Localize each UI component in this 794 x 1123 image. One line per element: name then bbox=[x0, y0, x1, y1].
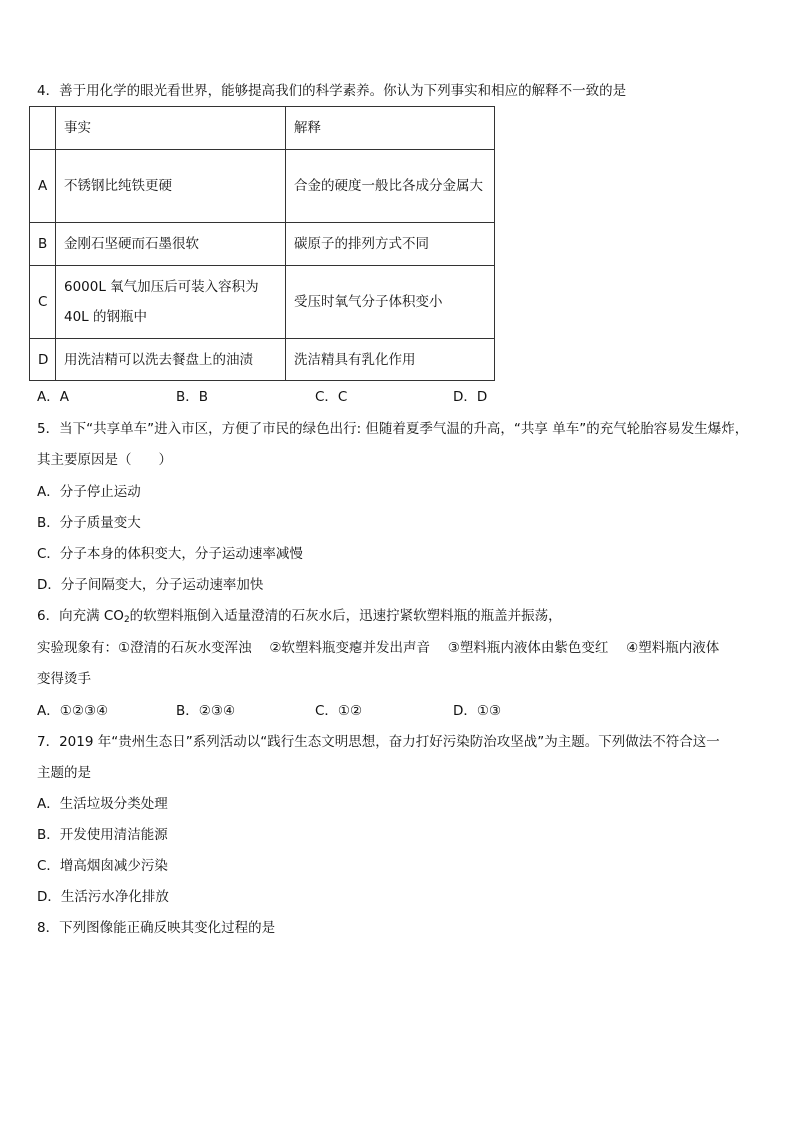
q4-table bbox=[29, 106, 495, 381]
table-row bbox=[30, 223, 495, 266]
row-fact: 用洗洁精可以洗去餐盘上的油渍 bbox=[56, 339, 286, 381]
q5-option-a: A．分子停止运动 bbox=[37, 484, 141, 500]
q6-phenomena-line2: 变得烫手 bbox=[37, 671, 91, 687]
row-key: C bbox=[30, 266, 56, 339]
table-header-row bbox=[30, 107, 495, 150]
q6-stem-sub: 2 bbox=[123, 615, 130, 625]
q6-stem-pre: 6．向充满 CO bbox=[37, 608, 124, 624]
row-explain: 洗洁精具有乳化作用 bbox=[286, 339, 495, 381]
row-fact: 不锈钢比纯铁更硬 bbox=[56, 150, 286, 223]
table-row bbox=[30, 150, 495, 223]
q6-option-d: D．①③ bbox=[453, 703, 502, 719]
q7-stem-line1: 7．2019 年“贵州生态日”系列活动以“践行生态文明思想，奋力打好污染防治攻坚战”为主题。下列做法不符合这一 bbox=[37, 734, 720, 750]
q5-stem-line2: 其主要原因是（ ） bbox=[37, 452, 172, 468]
q4-option-a: A．A bbox=[37, 389, 69, 405]
q6-stem bbox=[37, 607, 562, 629]
row-key: B bbox=[30, 223, 56, 266]
q6-option-a: A．①②③④ bbox=[37, 703, 109, 719]
q5-option-b: B．分子质量变大 bbox=[37, 515, 141, 531]
q5-option-d: D．分子间隔变大，分子运动速率加快 bbox=[37, 577, 264, 593]
row-explain: 受压时氧气分子体积变小 bbox=[286, 266, 495, 339]
q5-stem-line1: 5．当下“共享单车”进入市区，方便了市民的绿色出行: 但随着夏季气温的升高，“共享 单车”的充气轮胎容易发生爆炸， bbox=[37, 421, 749, 437]
q6-phenomena-line1: 实验现象有：①澄清的石灰水变浑浊 ②软塑料瓶变瘪并发出声音 ③塑料瓶内液体由紫色变红 ④塑料瓶内液体 bbox=[37, 640, 720, 656]
q7-option-d: D．生活污水净化排放 bbox=[37, 889, 169, 905]
q6-option-c: C．①② bbox=[315, 703, 363, 719]
q4-stem: 4．善于用化学的眼光看世界，能够提高我们的科学素养。你认为下列事实和相应的解释不一致的是 bbox=[37, 83, 627, 99]
q7-option-b: B．开发使用清洁能源 bbox=[37, 827, 168, 843]
row-explain: 碳原子的排列方式不同 bbox=[286, 223, 495, 266]
row-key: D bbox=[30, 339, 56, 381]
q5-option-c: C．分子本身的体积变大，分子运动速率减慢 bbox=[37, 546, 303, 562]
table-row bbox=[30, 339, 495, 381]
q7-option-c: C．增高烟囱减少污染 bbox=[37, 858, 168, 874]
row-explain: 合金的硬度一般比各成分金属大 bbox=[286, 150, 495, 223]
q4-option-b: B．B bbox=[176, 389, 209, 405]
row-key: A bbox=[30, 150, 56, 223]
table-row bbox=[30, 266, 495, 339]
q7-option-a: A．生活垃圾分类处理 bbox=[37, 796, 168, 812]
q8-stem: 8．下列图像能正确反映其变化过程的是 bbox=[37, 920, 276, 936]
q4-option-c: C．C bbox=[315, 389, 348, 405]
table-header-cell bbox=[30, 107, 56, 150]
q6-option-b: B．②③④ bbox=[176, 703, 236, 719]
row-fact: 6000L 氧气加压后可装入容积为 40L 的钢瓶中 bbox=[56, 266, 286, 339]
q6-stem-post: 的软塑料瓶倒入适量澄清的石灰水后，迅速拧紧软塑料瓶的瓶盖并振荡， bbox=[129, 608, 562, 624]
q4-option-d: D．D bbox=[453, 389, 488, 405]
table-header-fact: 事实 bbox=[56, 107, 286, 150]
table-header-explain: 解释 bbox=[286, 107, 495, 150]
q7-stem-line2: 主题的是 bbox=[37, 765, 91, 781]
row-fact: 金刚石坚硬而石墨很软 bbox=[56, 223, 286, 266]
